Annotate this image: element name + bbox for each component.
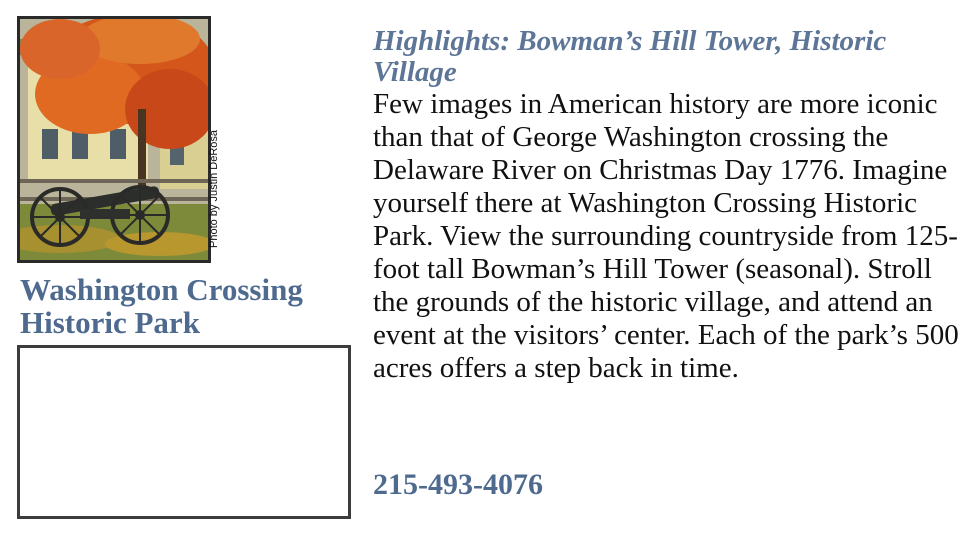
- park-name-text: Washington Crossing Historic Park: [20, 272, 303, 340]
- photo-credit: Photo by Justin DeRosa: [208, 129, 220, 248]
- cannon-photo-illustration: [20, 19, 208, 260]
- highlights-heading: Highlights: Bowman’s Hill Tower, Historic Village: [373, 25, 887, 88]
- park-name-heading: [20, 273, 350, 339]
- park-description-block: [373, 26, 973, 385]
- empty-bordered-box: [17, 345, 351, 519]
- park-description: Few images in American history are more iconic than that of George Washington crossing the Delaware River on Christmas Day 1776. Imagine yourself there at Washington Crossing Historic Park. View the surrounding countryside from 125-foot tall Bowman’s Hill Tower (seasonal). Stroll the grounds of the historic village, and attend an event at the visitors’ center. Each of the park’s 500 acres offers a step back in time.: [373, 88, 959, 384]
- phone-number[interactable]: 215-493-4076: [373, 468, 543, 501]
- park-photo: [17, 16, 211, 263]
